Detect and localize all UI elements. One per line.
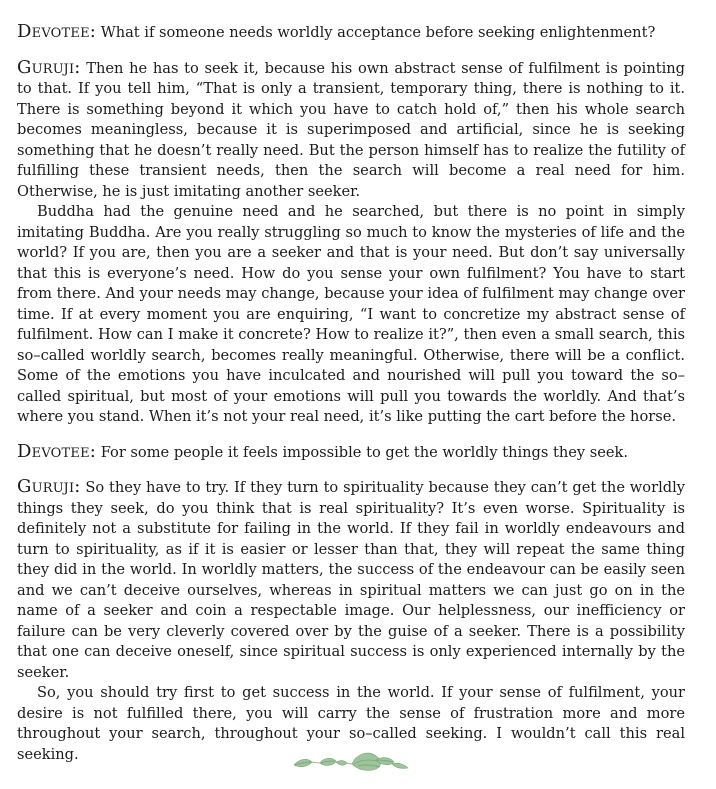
dialogue-guruji-1: [17, 58, 685, 428]
paragraph-text: So, you should try first to get success in the world. If your sense of fulfilment, your desire is not fulfilled there, you will carry the sense of frustration more and more throughout your search, throughout your so–called seeking. I wouldn’t call this real seeking.: [17, 684, 685, 763]
paragraph: [17, 22, 685, 44]
leaf-flourish-icon: [292, 748, 412, 774]
paragraph: [17, 477, 685, 683]
paragraph: [17, 442, 685, 464]
speaker-label: Devotee:: [17, 440, 97, 462]
paragraph: [17, 202, 685, 428]
dialogue-devotee-1: [17, 22, 685, 44]
speaker-label: Guruji:: [17, 56, 81, 78]
speaker-label: Devotee:: [17, 21, 97, 42]
dialogue-devotee-2: [17, 442, 685, 464]
speaker-label: Guruji:: [17, 476, 81, 497]
paragraph-text: What if someone needs worldly acceptance before seeking enlightenment?: [100, 24, 656, 41]
page-text: [17, 22, 685, 779]
paragraph-text: For some people it feels impossible to get the worldly things they seek.: [100, 443, 629, 461]
paragraph: [17, 58, 685, 203]
paragraph-text: Then he has to seek it, because his own abstract sense of fulfilment is pointing to that. If you tell him, “That is only a transient, temporary thing, there is nothing to it. There is something beyond it which you have to catch hold of,” then his whole search becomes meaningless, because it is superimposed and artificial, since he is seeking something that he doesn’t really need. But the person himself has to realize the futility of fulfilling these transient needs, then the search will become a real need for him. Otherwise, he is just imitating another seeker.: [17, 59, 685, 200]
dialogue-guruji-2: [17, 477, 685, 765]
paragraph-text: So they have to try. If they turn to spirituality because they can’t get the worldly things they seek, do you think that is real spirituality? It’s even worse. Spirituality is definitely not a substitute for failing in the world. If they fail in worldly endeavours and turn to spirituality, as if it is easier or lesser than that, they will repeat the same thing they did in the world. In worldly matters, the success of the endeavour can be easily seen and we can’t deceive ourselves, whereas in spiritual matters we can just go on in the name of a seeker and coin a respectable image. Our helplessness, our inefficiency or failure can be very cleverly covered over by the guise of a seeker. There is a possibility that one can deceive oneself, since spiritual success is only experienced internally by the seeker.: [17, 479, 685, 681]
paragraph-text: Buddha had the genuine need and he searched, but there is no point in simply imitating Buddha. Are you really struggling so much to know the mysteries of life and the world? If you are, then you are a seeker and that is your need. But don’t say universally that this is everyone’s need. How do you sense your own fulfilment? You have to start from there. And your needs may change, because your idea of fulfilment may change over time. If at every moment you are enquiring, “I want to concretize my abstract sense of fulfilment. How can I make it concrete? How to realize it?”, then even a small search, this so–called worldly search, becomes really meaningful. Otherwise, there will be a conflict. Some of the emotions you have inculcated and nourished will pull you toward the so–called spiritual, but most of your emotions will pull you towards the worldly. And that’s where you stand. When it’s not your real need, it’s like putting the cart before the horse.: [17, 203, 685, 425]
